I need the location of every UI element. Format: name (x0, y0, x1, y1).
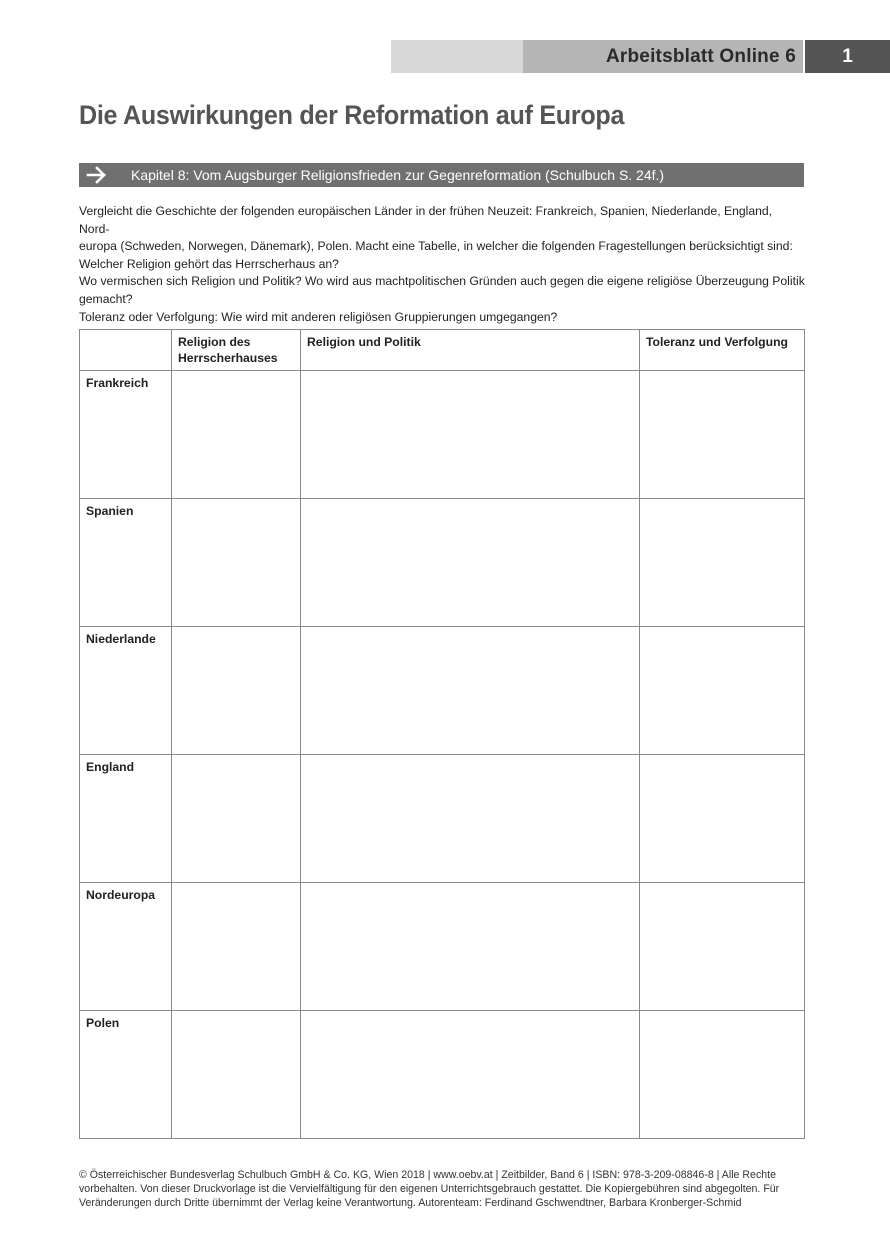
intro-line-2: europa (Schweden, Norwegen, Dänemark), Polen. Macht eine Tabelle, in welcher die folgenden Fragestellungen berücksichtigt sind: (79, 239, 793, 254)
answer-cell[interactable] (301, 627, 640, 755)
answer-cell[interactable] (172, 883, 301, 1011)
answer-cell[interactable] (301, 883, 640, 1011)
row-label-polen: Polen (80, 1011, 172, 1139)
question-3: Toleranz oder Verfolgung: Wie wird mit anderen religiösen Gruppierungen umgegangen? (79, 309, 558, 324)
answer-cell[interactable] (172, 627, 301, 755)
answer-cell[interactable] (172, 1011, 301, 1139)
answer-cell[interactable] (640, 371, 805, 499)
answer-cell[interactable] (172, 371, 301, 499)
table-row (80, 1011, 805, 1139)
answer-cell[interactable] (640, 1011, 805, 1139)
chapter-text: Kapitel 8: Vom Augsburger Religionsfrieden zur Gegenreformation (Schulbuch S. 24f.) (131, 167, 665, 183)
answer-cell[interactable] (301, 371, 640, 499)
header-bar-light-segment (391, 40, 523, 73)
table-row (80, 755, 805, 883)
question-2a: Wo vermischen sich Religion und Politik? Wo wird aus machtpolitischen Gründen auch gegen die eigene religiöse Überzeugung Politik (79, 274, 805, 289)
footer-line-3: Veränderungen durch Dritte übernimmt der Verlag keine Verantwortung. Autorenteam: Ferdinand Gschwendtner, Barbara Kronberger-Schmid (79, 1197, 742, 1210)
table-header-row (80, 330, 805, 371)
answer-cell[interactable] (301, 755, 640, 883)
row-label-niederlande: Niederlande (80, 627, 172, 755)
table-row (80, 499, 805, 627)
row-label-england: England (80, 755, 172, 883)
header-cell-toleranz-verfolgung: Toleranz und Verfolgung (640, 330, 805, 371)
question-1: Welcher Religion gehört das Herrscherhaus an? (79, 256, 339, 271)
footer-line-2: vorbehalten. Von dieser Druckvorlage ist die Vervielfältigung für den eigenen Unterrichtsgebrauch gestattet. Die Kopiergebühren sind abgegolten. Für (79, 1183, 780, 1196)
answer-cell[interactable] (640, 499, 805, 627)
answer-cell[interactable] (301, 499, 640, 627)
footer-line-1: © Österreichischer Bundesverlag Schulbuch GmbH & Co. KG, Wien 2018 | www.oebv.at | Zeitbilder, Band 6 | ISBN: 978-3-209-08846-8 | Alle Rechte (79, 1169, 776, 1181)
answer-cell[interactable] (640, 883, 805, 1011)
row-label-spanien: Spanien (80, 499, 172, 627)
worksheet-label: Arbeitsblatt Online 6 (605, 46, 796, 67)
answer-cell[interactable] (640, 627, 805, 755)
answer-cell[interactable] (640, 755, 805, 883)
header-cell-religion-herrscherhaus: Religion des Herrscherhauses (172, 330, 301, 371)
intro-text (79, 203, 805, 326)
page-number: 1 (805, 40, 890, 73)
table-row (80, 883, 805, 1011)
header-cell-empty (80, 330, 172, 371)
question-2b: gemacht? (79, 291, 133, 306)
chapter-bar (79, 163, 804, 187)
table-row (80, 371, 805, 499)
arrow-right-icon (85, 163, 109, 187)
intro-line-1: Vergleicht die Geschichte der folgenden europäischen Länder in der frühen Neuzeit: Frankreich, Spanien, Niederlande, England, Nord- (79, 204, 773, 236)
row-label-nordeuropa: Nordeuropa (80, 883, 172, 1011)
header-bar (391, 40, 890, 73)
answer-cell[interactable] (172, 499, 301, 627)
answer-cell[interactable] (301, 1011, 640, 1139)
comparison-table (79, 329, 805, 1139)
answer-cell[interactable] (172, 755, 301, 883)
table-row (80, 627, 805, 755)
row-label-frankreich: Frankreich (80, 371, 172, 499)
copyright-footer (79, 1168, 809, 1211)
page-title: Die Auswirkungen der Reformation auf Europa (79, 100, 625, 130)
header-cell-religion-politik: Religion und Politik (301, 330, 640, 371)
